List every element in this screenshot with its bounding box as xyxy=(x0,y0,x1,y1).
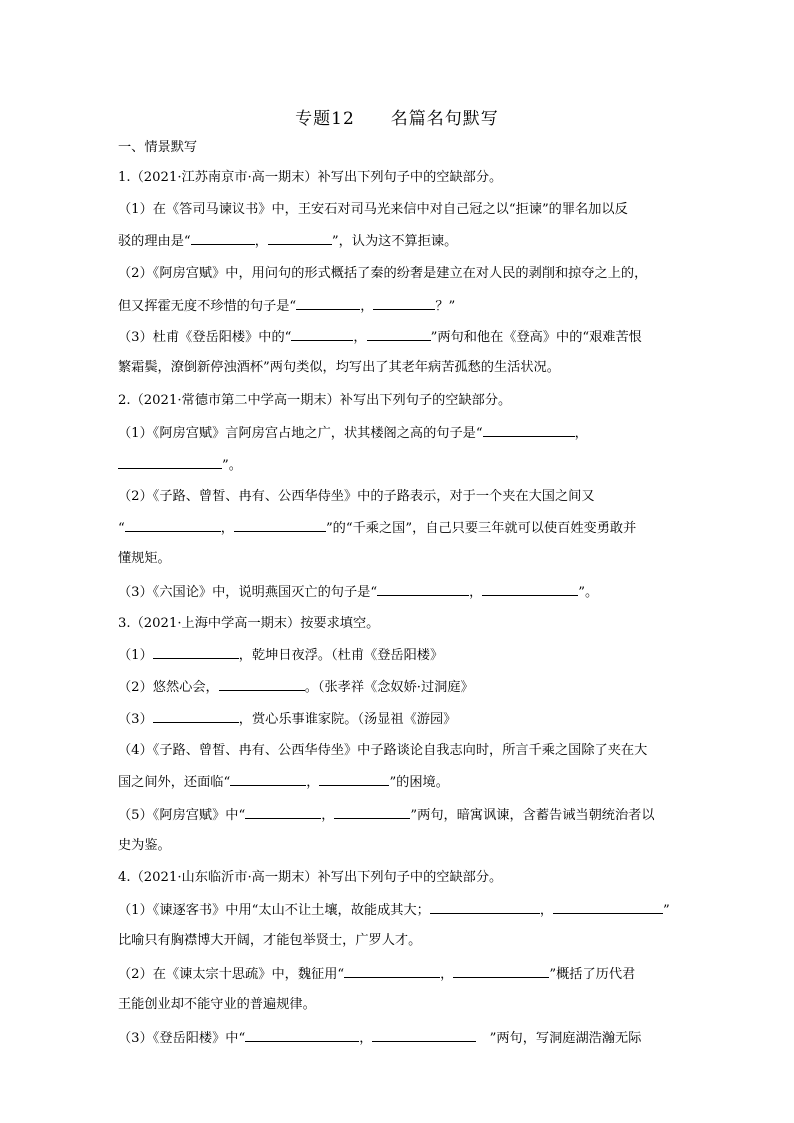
answer-blank[interactable] xyxy=(453,965,549,978)
question-2-part-1-cont: ”。 xyxy=(118,456,242,475)
answer-blank[interactable] xyxy=(367,328,431,341)
answer-blank[interactable] xyxy=(553,901,663,914)
answer-blank[interactable] xyxy=(268,232,332,245)
answer-blank[interactable] xyxy=(234,519,326,532)
answer-blank[interactable] xyxy=(153,710,239,723)
question-4-part-3: （3）《登岳阳楼》中“ ， ”两句，写洞庭湖浩瀚无际 xyxy=(118,1031,642,1046)
answer-blank[interactable] xyxy=(296,297,360,310)
answer-blank[interactable] xyxy=(125,519,221,532)
answer-blank[interactable] xyxy=(118,456,222,469)
answer-blank[interactable] xyxy=(245,806,321,819)
answer-blank[interactable] xyxy=(344,965,440,978)
question-4-part-2: （2）在《谏太宗十思疏》中，魏征用“ ， ”概括了历代君 xyxy=(118,967,636,982)
answer-blank[interactable] xyxy=(372,1029,476,1042)
question-4-stem: 4.（2021·山东临沂市·高一期末）补写出下列句子中的空缺部分。 xyxy=(118,870,503,885)
question-1-part-3: （3）杜甫《登岳阳楼》中的“ ， ”两句和他在《登高》中的“艰难苦恨 xyxy=(118,330,642,345)
section-heading: 一、情景默写 xyxy=(118,140,198,155)
question-2-part-2-cont: “ ， ”的“千乘之国”，自己只要三年就可以使百姓变勇敢并 xyxy=(118,521,637,536)
answer-blank[interactable] xyxy=(319,773,389,786)
question-3-part-5: （5）《阿房宫赋》中“ ， ”两句，暗寓讽谏，含蓄告诫当朝统治者以 xyxy=(118,808,655,823)
question-1-part-2-cont: 但又挥霍无度不珍惜的句子是“ ， ？” xyxy=(118,299,456,314)
question-1-stem: 1.（2021·江苏南京市·高一期末）补写出下列句子中的空缺部分。 xyxy=(118,170,503,185)
question-1-part-1: （1）在《答司马谏议书》中，王安石对司马光来信中对自己冠之以“拒谏”的罪名加以反 xyxy=(118,202,628,217)
question-4-part-1: （1）《谏逐客书》中用“太山不让土壤，故能成其大； ， ” xyxy=(118,903,670,918)
answer-blank[interactable] xyxy=(153,646,239,659)
answer-blank[interactable] xyxy=(373,297,435,310)
question-2-part-3: （3）《六国论》中，说明燕国灭亡的句子是“ ， ”。 xyxy=(118,585,599,600)
question-3-part-2: （2）悠然心会， 。（张孝祥《念奴娇·过洞庭》 xyxy=(118,680,474,695)
answer-blank[interactable] xyxy=(291,328,353,341)
question-4-part-2-cont: 王能创业却不能守业的普遍规律。 xyxy=(118,997,316,1012)
question-3-part-3: （3） ，赏心乐事谁家院。（汤显祖《游园》 xyxy=(118,712,457,727)
answer-blank[interactable] xyxy=(430,901,540,914)
question-2-part-1: （1）《阿房宫赋》言阿房宫占地之广，状其楼阁之高的句子是“ ， xyxy=(118,426,588,441)
question-1-part-2: （2）《阿房宫赋》中，用问句的形式概括了秦的纷奢是建立在对人民的剥削和掠夺之上的， xyxy=(118,266,648,281)
answer-blank[interactable] xyxy=(191,232,255,245)
question-2-part-2-end: 懂规矩。 xyxy=(118,551,171,566)
answer-blank[interactable] xyxy=(334,806,410,819)
question-2-stem: 2.（2021·常德市第二中学高一期末）补写出下列句子的空缺部分。 xyxy=(118,393,512,408)
answer-blank[interactable] xyxy=(483,424,575,437)
question-3-part-4: （4）《子路、曾皙、冉有、公西华侍坐》中子路谈论自我志向时，所言千乘之国除了夹在大 xyxy=(118,743,648,758)
answer-blank[interactable] xyxy=(377,583,469,596)
question-1-part-3-cont: 繁霜鬓，潦倒新停浊酒杯”两句类似，均写出了其老年病苦孤愁的生活状况。 xyxy=(118,360,560,375)
question-1-part-1-cont: 驳的理由是“ ， ”，认为这不算拒谏。 xyxy=(118,234,458,249)
answer-blank[interactable] xyxy=(219,678,305,691)
question-3-part-1: （1） ，乾坤日夜浮。（杜甫《登岳阳楼》 xyxy=(118,648,444,663)
question-4-part-1-cont: 比喻只有胸襟博大开阔，才能包举贤士，广罗人才。 xyxy=(118,933,422,948)
question-3-part-4-cont: 国之间外，还面临“ ， ”的困境。 xyxy=(118,775,449,790)
question-3-stem: 3.（2021·上海中学高一期末）按要求填空。 xyxy=(118,616,380,631)
answer-blank[interactable] xyxy=(230,773,306,786)
question-2-part-2: （2）《子路、曾皙、冉有、公西华侍坐》中的子路表示，对于一个夹在大国之间又 xyxy=(118,489,595,504)
question-3-part-5-cont: 史为鉴。 xyxy=(118,838,171,853)
answer-blank[interactable] xyxy=(245,1029,359,1042)
page-title: 专题12 名篇名句默写 xyxy=(295,109,499,129)
answer-blank[interactable] xyxy=(482,583,578,596)
